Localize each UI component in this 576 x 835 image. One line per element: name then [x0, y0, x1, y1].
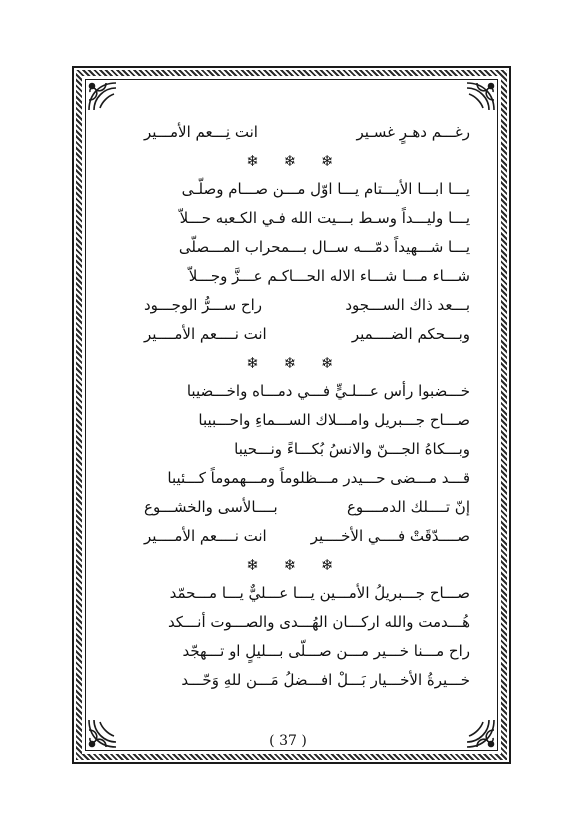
verse-line: صـــاح جـــبريلُ الأمـــين يـــا عـــليٌّ يـــا مـــحمّد: [169, 584, 470, 602]
page-number: ( 37 ): [269, 733, 307, 749]
stars-separator: ❄ ❄ ❄: [246, 556, 344, 574]
verse-line: صـــاح جـــبريل وامـــلاك الســـماءِ واحـــبيبا: [198, 411, 470, 429]
verse-line: [110, 320, 470, 349]
hemistich-left: بــــالأسى والخشـــوع: [144, 498, 278, 516]
corner-ornament-top-left: [86, 80, 120, 114]
stars-separator: ❄ ❄ ❄: [246, 354, 344, 372]
hemistich-left: انت نــــعم الأمــــير: [144, 527, 267, 545]
hemistich-right: رغـــم دهـرٍ غسـير: [356, 123, 470, 141]
hemistich-right: وبـــحكم الضــــمير: [351, 325, 470, 343]
hemistich-left: انت نــــعم الأمــــير: [144, 325, 267, 343]
poem-body: [110, 118, 470, 695]
hemistich-right: صــــدّقَتْ فــــي الأخــــير: [310, 527, 470, 545]
verse-line: وبـــكاهُ الجـــنّ والانسُ بُكـــاءً ونـــحيبا: [234, 440, 470, 458]
verse-line: خـــضبوا رأس عـــلـيٍّ فـــي دمـــاه واخـــضيبا: [186, 382, 470, 400]
verse-line: [110, 522, 470, 551]
verse-line: [110, 493, 470, 522]
hemistich-left: راح ســـرُّ الوجـــود: [144, 296, 263, 314]
hemistich-right: بـــعد ذاك الســـجود: [345, 296, 470, 314]
hemistich-right: إنّ تــــلك الدمــــوع: [346, 498, 470, 516]
verse-line: [110, 291, 470, 320]
hemistich-left: انت نِـــعم الأمـــير: [144, 123, 258, 141]
verse-line: [110, 118, 470, 147]
verse-line: يـــا ابـــا الأيـــتام يـــا اوّل مـــن صـــام وصلّـى: [181, 180, 470, 198]
verse-line: يـــا وليـــداً وسـط بـــيت الله فـي الكـعبه حـــلاّ: [179, 209, 470, 227]
corner-ornament-top-right: [463, 80, 497, 114]
verse-line: شـــاء مـــا شـــاء الاله الحـــاكـم عـــزَّ وجـــلاّ: [188, 267, 470, 285]
verse-line: خـــيرةُ الأخـــيار بَـــلْ افـــضلُ مَـــن للهِ وَحّـــد: [181, 671, 470, 689]
verse-line: هُـــدمت والله اركـــان الهُـــدى والصـــوت أنـــكد: [167, 613, 470, 631]
stars-separator: ❄ ❄ ❄: [246, 152, 344, 170]
verse-line: يـــا شـــهيداً دمّـــه ســال بـــمحراب المـــصلّى: [178, 238, 470, 256]
verse-line: قـــد مـــضى حـــيدر مـــظلوماً ومـــهموماً كـــئيبا: [167, 469, 470, 487]
verse-line: راح مـــنا خـــير مـــن صـــلّى بـــليلٍ او تـــهجّد: [182, 642, 470, 660]
